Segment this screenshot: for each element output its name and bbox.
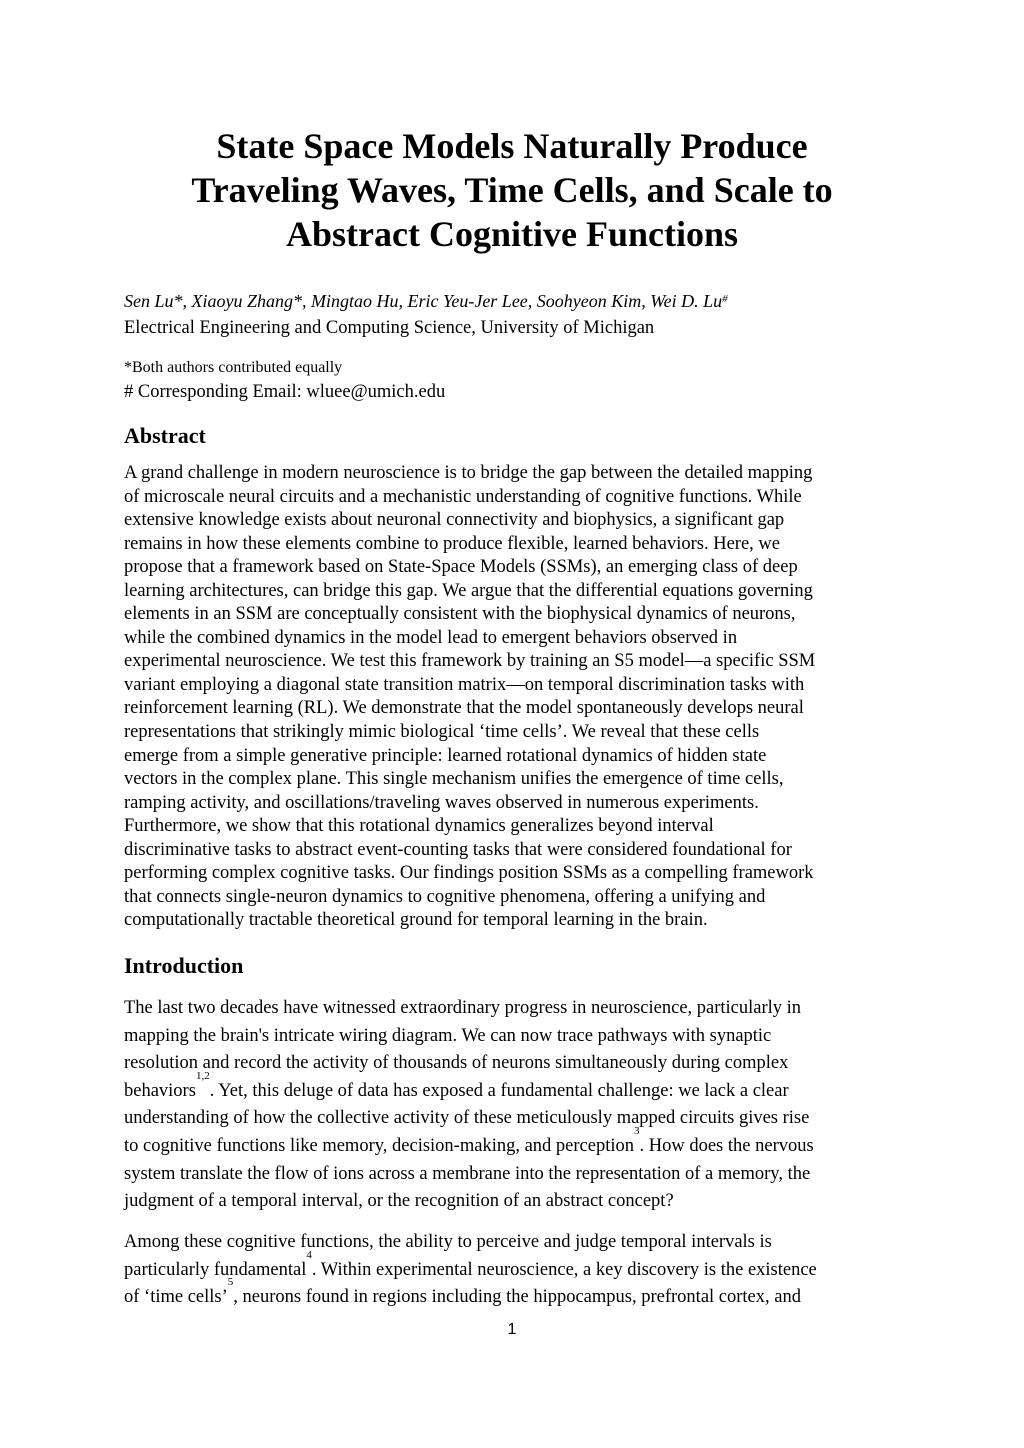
corresponding-email-note: # Corresponding Email: wluee@umich.edu xyxy=(124,382,446,402)
paragraph-line xyxy=(124,1276,904,1312)
introduction-paragraph-1 xyxy=(124,995,904,1216)
abstract-line: of microscale neural circuits and a mechanistic understanding of cognitive functions. While xyxy=(124,486,802,507)
abstract-line: performing complex cognitive tasks. Our findings position SSMs as a compelling framework xyxy=(124,863,814,884)
paper-title xyxy=(124,124,900,256)
affiliation: Electrical Engineering and Computing Science, University of Michigan xyxy=(124,318,655,338)
paragraph-line: judgment of a temporal interval, or the recognition of an abstract concept? xyxy=(124,1191,674,1212)
corresponding-author-mark: # xyxy=(722,293,728,305)
abstract-line: variant employing a diagonal state transition matrix—on temporal discrimination tasks with xyxy=(124,674,805,695)
introduction-paragraph-2 xyxy=(124,1229,904,1312)
citation-ref: 1,2 xyxy=(195,1069,210,1082)
abstract-line: representations that strikingly mimic biological ‘time cells’. We reveal that these cells xyxy=(124,722,760,743)
abstract-line: propose that a framework based on State-Space Models (SSMs), an emerging class of deep xyxy=(124,557,798,578)
paragraph-line: understanding of how the collective activity of these meticulously mapped circuits gives rise xyxy=(124,1108,810,1129)
paragraph-line: mapping the brain's intricate wiring diagram. We can now trace pathways with synaptic xyxy=(124,1025,772,1046)
paragraph-line: resolution and record the activity of thousands of neurons simultaneously during complex xyxy=(124,1053,789,1074)
line-text: behaviors xyxy=(124,1080,196,1101)
author-list xyxy=(124,288,900,314)
abstract-line: emerge from a simple generative principle: learned rotational dynamics of hidden state xyxy=(124,745,767,766)
citation-ref: 3 xyxy=(634,1124,640,1137)
line-text: . How does the nervous xyxy=(639,1135,814,1156)
abstract-line: learning architectures, can bridge this gap. We argue that the differential equations governing xyxy=(124,580,813,601)
line-text: to cognitive functions like memory, decision-making, and perception xyxy=(124,1135,634,1156)
abstract-line: remains in how these elements combine to produce flexible, learned behaviors. Here, we xyxy=(124,533,781,554)
paragraph-line xyxy=(124,1248,904,1285)
author-names: Sen Lu*, Xiaoyu Zhang*, Mingtao Hu, Eric Yeu-Jer Lee, Soohyeon Kim, Wei D. Lu xyxy=(124,291,723,311)
abstract-line: A grand challenge in modern neuroscience is to bridge the gap between the detailed mapping xyxy=(124,463,813,483)
paragraph-line: The last two decades have witnessed extraordinary progress in neuroscience, particularly in xyxy=(124,998,802,1018)
abstract-line: elements in an SSM are conceptually consistent with the biophysical dynamics of neurons, xyxy=(124,604,796,625)
line-text: . Yet, this deluge of data has exposed a fundamental challenge: we lack a clear xyxy=(209,1080,789,1101)
abstract-line: reinforcement learning (RL). We demonstrate that the model spontaneously develops neural xyxy=(124,698,804,719)
page-number: 1 xyxy=(507,1321,517,1338)
line-text: particularly fundamental xyxy=(124,1259,307,1280)
title-line: State Space Models Naturally Produce xyxy=(216,126,808,166)
abstract-line: Furthermore, we show that this rotational dynamics generalizes beyond interval xyxy=(124,816,714,837)
abstract-line: vectors in the complex plane. This single mechanism unifies the emergence of time cells, xyxy=(124,769,784,790)
paragraph-line: system translate the flow of ions across a membrane into the representation of a memory, the xyxy=(124,1163,811,1184)
abstract-line: ramping activity, and oscillations/traveling waves observed in numerous experiments. xyxy=(124,792,759,813)
paragraph-line: Among these cognitive functions, the ability to perceive and judge temporal intervals is xyxy=(124,1232,772,1252)
citation-ref: 4 xyxy=(306,1248,312,1261)
introduction-heading: Introduction xyxy=(124,953,244,978)
abstract-heading: Abstract xyxy=(124,423,206,448)
title-line: Abstract Cognitive Functions xyxy=(286,214,738,254)
line-text: . Within experimental neuroscience, a key discovery is the existence xyxy=(311,1259,817,1280)
line-text: , neurons found in regions including the hippocampus, prefrontal cortex, and xyxy=(233,1287,801,1308)
abstract-line: experimental neuroscience. We test this framework by training an S5 model—a specific SSM xyxy=(124,651,816,672)
abstract-line: discriminative tasks to abstract event-counting tasks that were considered foundational for xyxy=(124,839,792,860)
abstract-line: computationally tractable theoretical ground for temporal learning in the brain. xyxy=(124,910,708,931)
equal-contribution-note: *Both authors contributed equally xyxy=(124,359,343,376)
paragraph-line xyxy=(124,1069,904,1106)
abstract-line: that connects single-neuron dynamics to cognitive phenomena, offering a unifying and xyxy=(124,886,766,907)
abstract-line: extensive knowledge exists about neuronal connectivity and biophysics, a significant gap xyxy=(124,510,785,531)
abstract-line: while the combined dynamics in the model lead to emergent behaviors observed in xyxy=(124,627,738,648)
paragraph-line xyxy=(124,1124,904,1161)
title-line: Traveling Waves, Time Cells, and Scale to xyxy=(191,170,833,210)
line-text: of ‘time cells’ xyxy=(124,1287,228,1308)
abstract-body xyxy=(124,462,904,933)
citation-ref: 5 xyxy=(227,1276,234,1289)
